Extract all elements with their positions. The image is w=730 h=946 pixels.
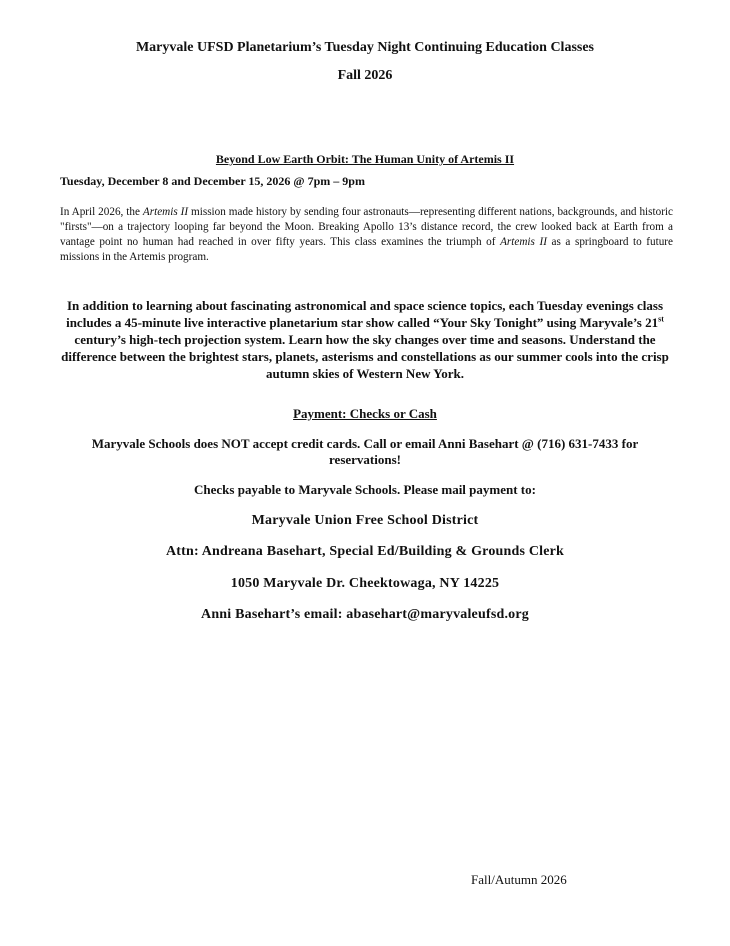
promo-text-2: century’s high-tech projection system. Learn how the sky changes over time and seasons. Understand the difference between the brightest stars, planets, asterisms and constellations as our summer cools into the crisp autumn skies of Western New York. [61, 332, 669, 381]
desc-text-2: mission made history by sending four astronauts—representing different nations, backgrounds, and historic "firsts"—on a trajectory looping far beyond the Moon. Breaking Apollo 13’s distance record, the crew looked back at Earth from a vantage point no human had reached in over fifty years. This class examines the triumph of [60, 206, 674, 248]
payment-note: Maryvale Schools does NOT accept credit cards. Call or email Anni Basehart @ (716) 631-7433 for reservations! [91, 436, 639, 467]
class-date: Tuesday, December 8 and December 15, 2026 @ 7pm – 9pm [60, 174, 365, 188]
address-organization: Maryvale Union Free School District [251, 513, 479, 528]
document-title: Maryvale UFSD Planetarium’s Tuesday Night Continuing Education Classes [135, 40, 595, 55]
desc-text-3: as a springboard to future missions in the Artemis program. [60, 236, 673, 263]
promo-paragraph [55, 297, 675, 382]
address-street: 1050 Maryvale Dr. Cheektowaga, NY 14225 [230, 576, 500, 591]
desc-text-1: In April 2026, the [60, 206, 143, 218]
desc-italic-1: Artemis II [142, 206, 189, 218]
payment-title: Payment: Checks or Cash [293, 406, 437, 421]
promo-superscript: st [658, 314, 664, 324]
desc-italic-2: Artemis II [500, 236, 547, 248]
address-attention: Attn: Andreana Basehart, Special Ed/Building & Grounds Clerk [165, 544, 565, 559]
promo-text-1: In addition to learning about fascinating astronomical and space science topics, each Tuesday evenings class includes a 45-minute live interactive planetarium star show called “Your Sky Tonight” using Maryvale’s 21 [66, 298, 663, 330]
address-email: Anni Basehart’s email: abasehart@maryvaleufsd.org [201, 607, 529, 622]
document-term: Fall 2026 [337, 68, 393, 83]
class-title: Beyond Low Earth Orbit: The Human Unity of Artemis II [215, 152, 515, 166]
class-description [60, 205, 673, 265]
footer-label: Fall/Autumn 2026 [471, 872, 567, 887]
payment-checks: Checks payable to Maryvale Schools. Please mail payment to: [194, 482, 536, 497]
